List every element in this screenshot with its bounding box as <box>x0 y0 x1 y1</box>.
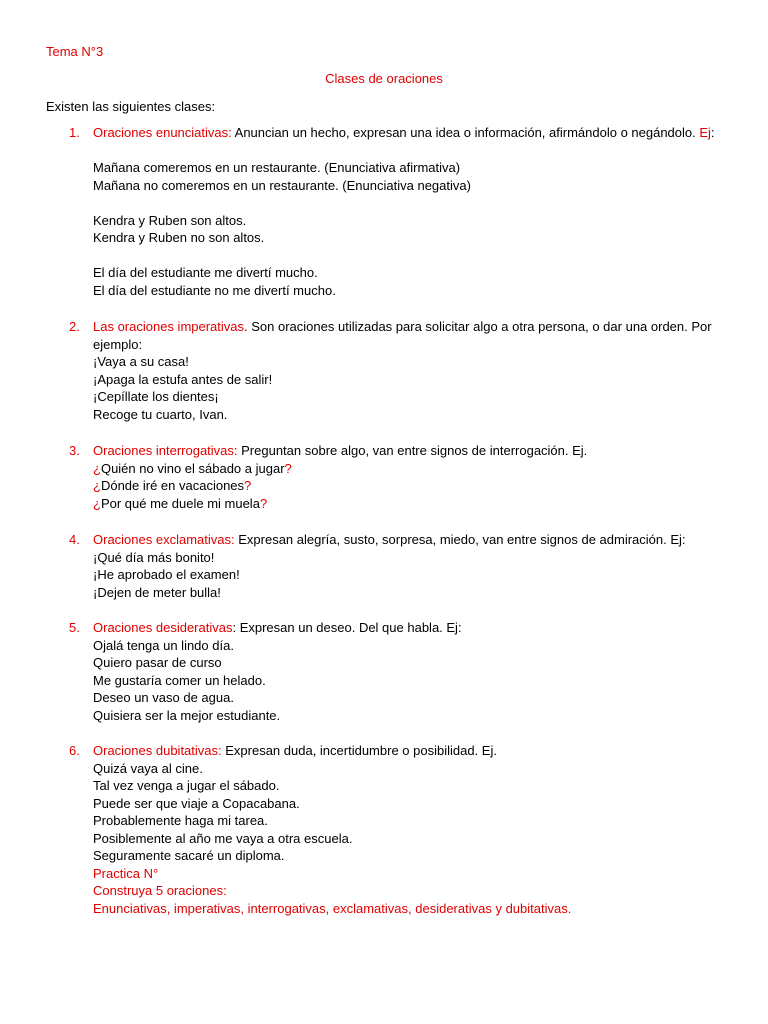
topic-number: Tema N°3 <box>46 44 104 59</box>
example-marker: Ej <box>699 125 711 140</box>
list-number: 1. <box>69 125 80 140</box>
list-item: ¡He aprobado el examen! <box>93 567 240 582</box>
section-desiderativas <box>0 619 768 724</box>
list-item: Quizá vaya al cine. <box>93 760 203 776</box>
section-imperativas <box>0 318 768 423</box>
section-heading: Oraciones desiderativas <box>93 620 233 635</box>
practice-title: Practica N° <box>93 865 159 881</box>
list-item: Seguramente sacaré un diploma. <box>93 848 285 863</box>
list-item: Puede ser que viaje a Copacabana. <box>93 795 300 811</box>
section-description: : Expresan un deseo. Del que habla. Ej: <box>232 620 462 635</box>
list-item: ¿Por qué me duele mi muela? <box>93 495 268 511</box>
list-item: Tal vez venga a jugar el sábado. <box>93 778 280 793</box>
list-item: Probablemente haga mi tarea. <box>93 813 268 828</box>
list-number: 3. <box>69 443 80 458</box>
list-item: Quiero pasar de curso <box>93 655 222 670</box>
example-marker-colon: : <box>710 125 715 140</box>
section-heading: Las oraciones imperativas <box>93 319 245 334</box>
list-item: Kendra y Ruben son altos. <box>93 212 247 228</box>
section-description: Expresan alegría, susto, sorpresa, miedo, van entre signos de admiración. Ej: <box>234 532 686 547</box>
list-item: ¿Quién no vino el sábado a jugar? <box>93 460 292 476</box>
list-item: ¡Cepíllate los dientes¡ <box>93 389 219 404</box>
practice-types: Enunciativas, imperativas, interrogativas, exclamativas, desiderativas y dubitativas. <box>93 900 572 916</box>
section-heading: Oraciones enunciativas: <box>93 125 232 140</box>
list-item: El día del estudiante me divertí mucho. <box>93 265 318 280</box>
section-enunciativas <box>0 124 768 299</box>
list-item: ¡Qué día más bonito! <box>93 549 215 565</box>
list-item: ¿Dónde iré en vacaciones? <box>93 478 252 493</box>
list-item: Mañana comeremos en un restaurante. (Enunciativa afirmativa) <box>93 160 461 175</box>
list-item: Ojalá tenga un lindo día. <box>93 637 234 653</box>
section-description: Expresan duda, incertidumbre o posibilidad. Ej. <box>221 743 497 758</box>
list-item: Me gustaría comer un helado. <box>93 672 266 688</box>
list-item: Quisiera ser la mejor estudiante. <box>93 707 281 723</box>
list-item: Recoge tu cuarto, Ivan. <box>93 406 228 422</box>
section-dubitativas <box>0 742 768 917</box>
section-heading: Oraciones interrogativas: <box>93 443 238 458</box>
page-title: Clases de oraciones <box>325 71 443 86</box>
list-number: 5. <box>69 620 80 635</box>
list-number: 4. <box>69 532 80 547</box>
practice-instruction: Construya 5 oraciones: <box>93 883 227 898</box>
list-item: Kendra y Ruben no son altos. <box>93 230 265 245</box>
list-item: El día del estudiante no me divertí mucho. <box>93 282 336 298</box>
list-number: 2. <box>69 319 80 334</box>
list-item: Mañana no comeremos en un restaurante. (Enunciativa negativa) <box>93 177 471 193</box>
list-item: ¡Vaya a su casa! <box>93 354 189 369</box>
section-exclamativas <box>0 531 768 601</box>
section-description: Anuncian un hecho, expresan una idea o información, afirmándolo o negándolo. <box>231 125 700 140</box>
list-item: Posiblemente al año me vaya a otra escuela. <box>93 830 353 846</box>
list-item: ¡Apaga la estufa antes de salir! <box>93 371 273 387</box>
section-interrogativas <box>0 442 768 512</box>
section-description: . Son oraciones utilizadas para solicitar algo a otra persona, o dar una orden. Por <box>244 319 712 334</box>
list-item: Deseo un vaso de agua. <box>93 690 234 705</box>
section-description: Preguntan sobre algo, van entre signos de interrogación. Ej. <box>237 443 588 458</box>
section-heading: Oraciones exclamativas: <box>93 532 235 547</box>
section-heading: Oraciones dubitativas: <box>93 743 222 758</box>
intro-text: Existen las siguientes clases: <box>46 99 216 114</box>
list-number: 6. <box>69 743 80 758</box>
list-item: ¡Dejen de meter bulla! <box>93 584 221 600</box>
section-description-cont: ejemplo: <box>93 336 143 352</box>
